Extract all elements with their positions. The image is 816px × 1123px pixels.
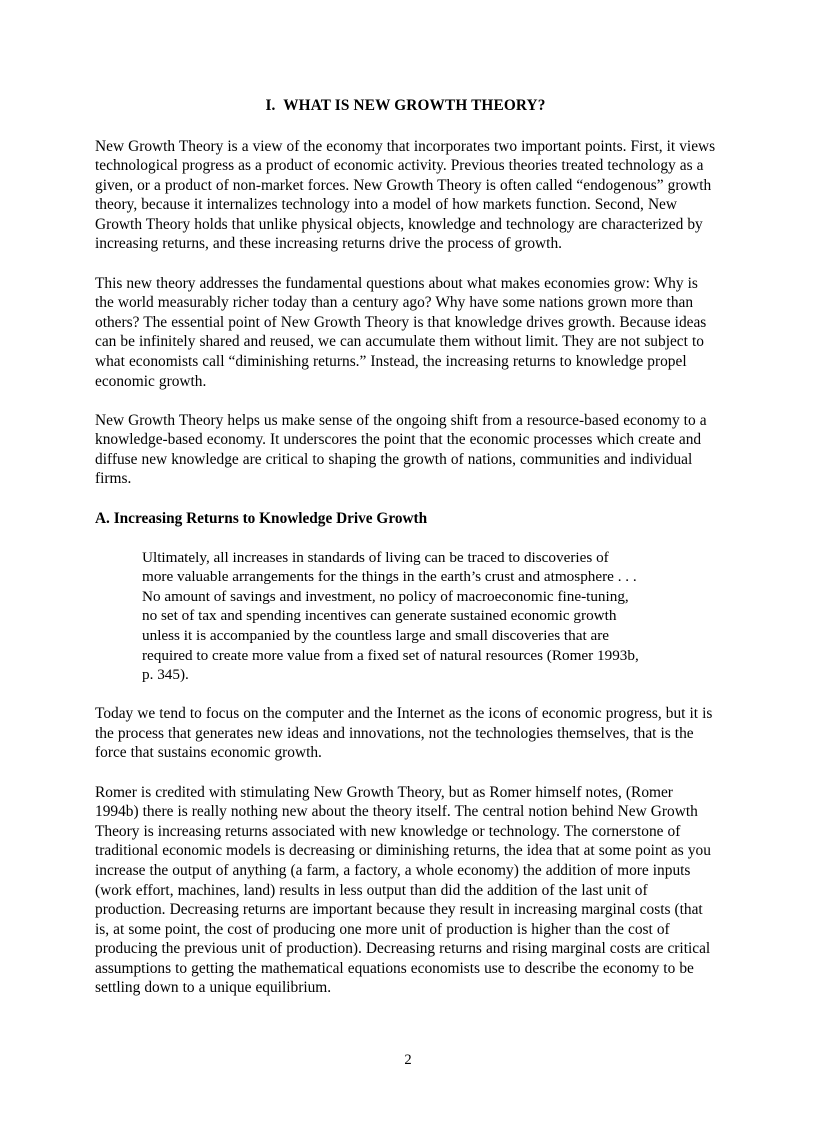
blockquote-line: No amount of savings and investment, no policy of macroeconomic fine-tuning, bbox=[142, 587, 629, 605]
blockquote-line: p. 345). bbox=[142, 666, 189, 684]
blockquote-line: more valuable arrangements for the things in the earth’s crust and atmosphere . . . bbox=[142, 568, 637, 586]
blockquote-line: Ultimately, all increases in standards of living can be traced to discoveries of bbox=[142, 548, 609, 566]
page-number: 2 bbox=[404, 1052, 412, 1068]
blockquote-line: no set of tax and spending incentives can generate sustained economic growth bbox=[142, 607, 617, 625]
blockquote-line: required to create more value from a fixed set of natural resources (Romer 1993b, bbox=[142, 646, 639, 664]
section-heading: I. WHAT IS NEW GROWTH THEORY? bbox=[265, 97, 546, 114]
paragraph-5: Romer is credited with stimulating New Growth Theory, but as Romer himself notes, (Romer 1994b) there is really nothing new about the theory itself. The central notion behind New Growth Theory is increasing returns associated with new knowledge or technology. The cornerstone of traditional economic models is decreasing or diminishing returns, the idea that at some point as you increase the output of anything (a farm, a factory, a whole economy) the addition of more inputs (work effort, machines, land) results in less output than did the addition of the last unit of production. Decreasing returns are important because they result in increasing marginal costs (that is, at some point, the cost of producing one more unit of production is higher than the cost of producing the previous unit of production). Decreasing returns and rising marginal costs are critical assumptions to getting the mathematical equations economists use to describe the economy to be settling down to a unique equilibrium. bbox=[95, 783, 711, 997]
paragraph-4: Today we tend to focus on the computer and the Internet as the icons of economic progress, but it is the process that generates new ideas and innovations, not the technologies themselves, that is the force that sustains economic growth. bbox=[95, 705, 713, 762]
paragraph-3: New Growth Theory helps us make sense of the ongoing shift from a resource-based economy to a knowledge-based economy. It underscores the point that the economic processes which create and diffuse new knowledge are critical to shaping the growth of nations, communities and individual firms. bbox=[95, 411, 707, 488]
paragraph-2: This new theory addresses the fundamental questions about what makes economies grow: Why is the world measurably richer today than a century ago? Why have some nations grown more than others? The essential point of New Growth Theory is that knowledge drives growth. Because ideas can be infinitely shared and reused, we can accumulate them without limit. They are not subject to what economists call “diminishing returns.” Instead, the increasing returns to knowledge propel economic growth. bbox=[95, 274, 707, 390]
paragraph-1: New Growth Theory is a view of the economy that incorporates two important points. First, it views technological progress as a product of economic activity. Previous theories treated technology as a given, or a product of non-market forces. New Growth Theory is often called “endogenous” growth theory, because it internalizes technology into a model of how markets function. Second, New Growth Theory holds that unlike physical objects, knowledge and technology are characterized by increasing returns, and these increasing returns drive the process of growth. bbox=[95, 137, 716, 253]
blockquote bbox=[95, 548, 655, 685]
subsection-heading-a: A. Increasing Returns to Knowledge Drive Growth bbox=[95, 509, 428, 527]
blockquote-line: unless it is accompanied by the countless large and small discoveries that are bbox=[142, 626, 610, 644]
page-content bbox=[95, 96, 716, 998]
